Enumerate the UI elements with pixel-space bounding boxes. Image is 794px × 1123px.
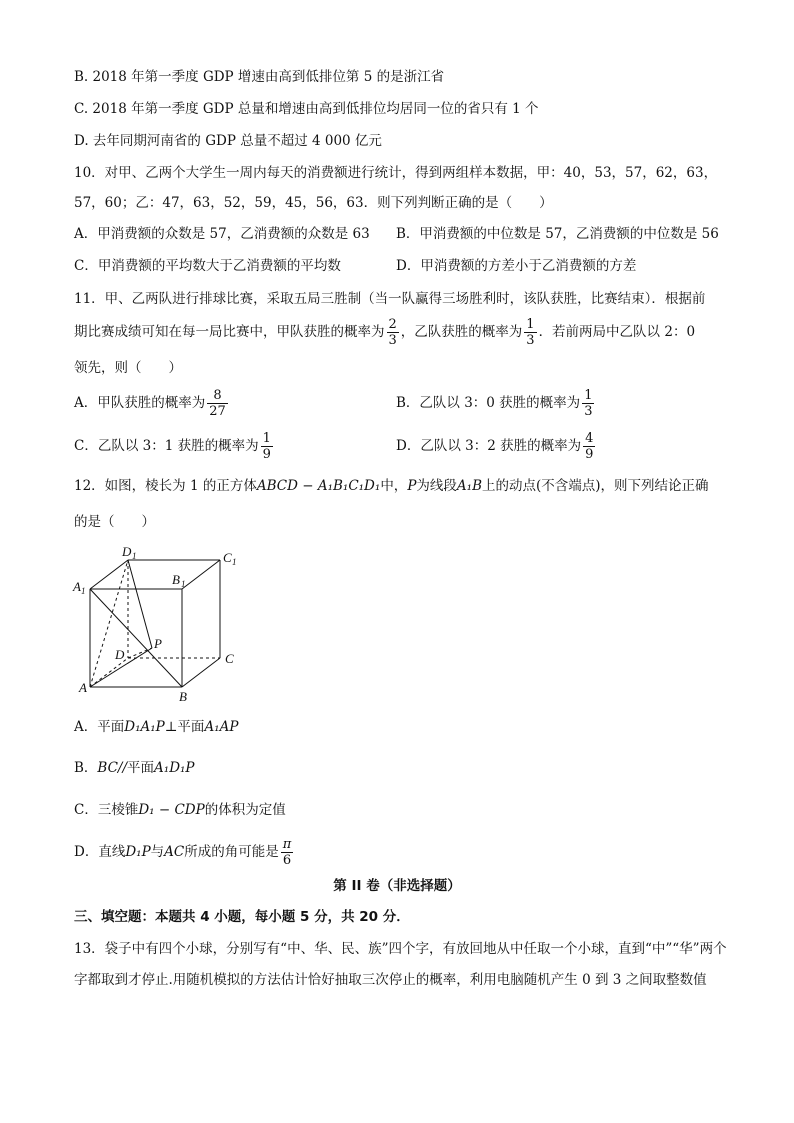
stem-text: 12．如图，棱长为 1 的正方体 [74,478,257,494]
frac-den: 9 [262,447,271,462]
label-c: C [225,651,234,666]
frac-num: 2 [388,317,397,332]
stem-text: 上的动点(不含端点)，则下列结论正确 [482,478,709,494]
label-b: B [179,689,187,704]
q11-option-d [396,428,597,464]
cube-name: ABCD − A₁B₁C₁D₁ [256,478,381,494]
q13-line1: 13．袋子中有四个小球，分别写有“中、华、民、族”四个字，有放回地从中任取一个小球，直到“中”“华”两个 [74,941,727,957]
edge-dp [128,648,152,658]
q9-option-c: C. 2018 年第一季度 GDP 总量和增速由高到低排位均居同一位的省只有 1 个 [74,101,539,117]
q11-stem-line3: 领先，则（ ） [74,360,182,376]
edge-a1d1 [90,560,128,589]
option-text: ⊥平面 [164,719,205,735]
stem-text: 为线段 [416,478,457,494]
option-text: 的体积为定值 [204,802,286,818]
option-fraction [261,431,273,462]
option-text: A．甲队获胜的概率为 [74,395,206,411]
cube-figure [70,540,250,705]
q12-option-d [74,832,295,872]
option-text: D．直线 [74,844,126,860]
frac-num: 1 [262,431,271,446]
option-fraction [583,431,595,462]
q11-frac-jia [387,317,399,348]
math-expr: D₁ − CDP [138,802,205,818]
label-c1-sub: 1 [232,557,237,567]
section2-title: 第 II 卷（非选择题） [333,878,461,894]
label-a1: A [73,579,81,594]
q10-option-c: C．甲消费额的平均数大于乙消费额的平均数 [74,258,341,274]
option-text: B．乙队以 3：0 获胜的概率为 [396,395,581,411]
q11-stem-text-c: ．若前两局中乙队以 2：0 [538,324,696,340]
label-a1-sub: 1 [81,586,86,596]
frac-num: 1 [526,317,535,332]
edge-ad [90,658,128,687]
option-fraction [582,388,594,419]
q11-stem-line2 [74,316,695,348]
label-b1-sub: 1 [181,579,186,589]
label-d1-sub: 1 [132,551,137,561]
frac-den: 6 [282,853,292,868]
math-expr: A₁D₁P [154,760,195,776]
option-text: 与 [150,844,165,860]
section3-title: 三、填空题：本题共 4 小题，每小题 5 分，共 20 分． [74,909,410,925]
frac-den: 3 [388,333,397,348]
label-d: D [115,647,125,662]
edge-bc [182,658,220,687]
label-d1: D [122,544,132,559]
q11-frac-yi [524,317,536,348]
label-c1: C [223,550,232,565]
math-expr: D₁P [125,844,151,860]
q9-option-d: D. 去年同期河南省的 GDP 总量不超过 4 000 亿元 [74,133,382,149]
q11-stem-text-b: ，乙队获胜的概率为 [400,324,523,340]
q11-option-c [74,428,275,464]
math-expr: BC// [97,760,128,776]
point-p: P [407,478,417,494]
q9-option-b: B. 2018 年第一季度 GDP 增速由高到低排位第 5 的是浙江省 [74,69,445,85]
q12-option-c [74,800,286,820]
option-text: 所成的角可能是 [184,844,279,860]
option-fraction [281,837,294,868]
label-a: A [79,680,87,695]
q10-stem-line2: 57，60；乙：47，63，52，59，45，56，63．则下列判断正确的是（ ） [74,195,553,211]
option-text: 平面 [127,760,155,776]
q12-stem-line1 [74,476,709,496]
label-p: P [154,636,162,651]
segment-d1p [128,560,152,648]
option-fraction [207,388,228,419]
frac-den: 3 [526,333,535,348]
q11-option-a [74,385,230,421]
math-expr: D₁A₁P [124,719,165,735]
q11-option-b [396,385,596,421]
option-text: C．乙队以 3：1 获胜的概率为 [74,438,259,454]
frac-num: 8 [207,388,228,404]
frac-num: 4 [585,431,594,446]
frac-den: 27 [209,404,226,419]
q12-option-b [74,758,195,778]
frac-num: π [282,837,292,852]
option-text: A．平面 [74,719,125,735]
segment-a1b [90,589,182,687]
q11-stem-line1: 11．甲、乙两队进行排球比赛，采取五局三胜制（当一队赢得三场胜利时，该队获胜，比赛结束）．根据前 [74,291,706,307]
option-text: D．乙队以 3：2 获胜的概率为 [396,438,582,454]
frac-num: 1 [584,388,593,403]
segment-name: A₁B [456,478,482,494]
q13-line2: 字都取到才停止.用随机模拟的方法估计恰好抽取三次停止的概率，利用电脑随机产生 0 到 3 之间取整数值 [74,972,707,988]
q11-stem-text-a: 期比赛成绩可知在每一局比赛中，甲队获胜的概率为 [74,324,385,340]
math-expr: A₁AP [204,719,239,735]
math-expr: AC [164,844,185,860]
frac-den: 3 [584,404,593,419]
q10-option-b: B．甲消费额的中位数是 57，乙消费额的中位数是 56 [396,226,719,242]
frac-den: 9 [585,447,594,462]
option-text: C．三棱锥 [74,802,139,818]
q12-stem-line2: 的是（ ） [74,514,155,530]
stem-text: 中， [380,478,408,494]
q10-option-d: D．甲消费额的方差小于乙消费额的方差 [396,258,637,274]
label-b1: B [172,572,180,587]
q10-stem-line1: 10．对甲、乙两个大学生一周内每天的消费额进行统计，得到两组样本数据，甲：40，53，57，62，63， [74,165,718,181]
edge-b1c1 [182,560,220,589]
q12-option-a [74,717,238,737]
option-text: B． [74,760,98,776]
q10-option-a: A．甲消费额的众数是 57，乙消费额的众数是 63 [74,226,370,242]
